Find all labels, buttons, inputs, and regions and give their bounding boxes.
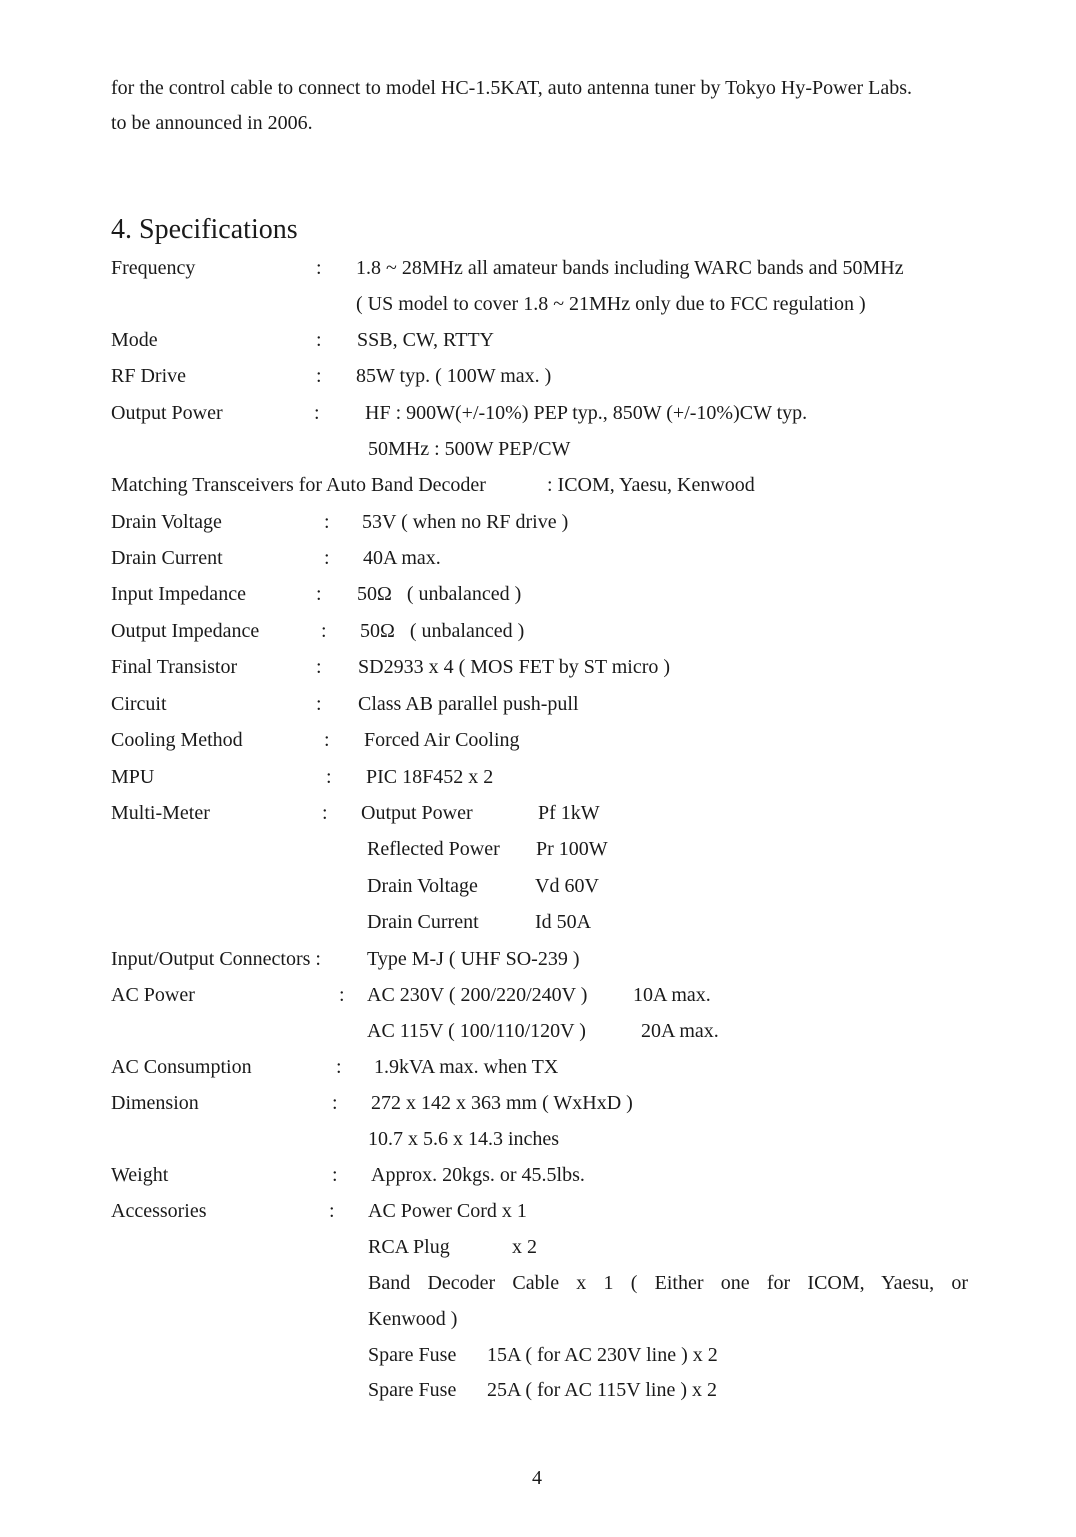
colon: : (316, 257, 322, 279)
colon: : (316, 583, 322, 605)
value-dimension-mm: 272 x 142 x 363 mm ( WxHxD ) (371, 1092, 633, 1114)
label-ac-consumption: AC Consumption (111, 1056, 252, 1078)
meter-name: Output Power (361, 802, 473, 824)
value-accessory-spare-fuse-15a: 15A ( for AC 230V line ) x 2 (487, 1344, 718, 1366)
colon: : (316, 656, 322, 678)
value-ac-power-115-current: 20A max. (641, 1020, 719, 1042)
colon: : (314, 402, 320, 424)
colon: : (324, 511, 330, 533)
meter-value: Id 50A (535, 911, 592, 933)
colon: : (316, 693, 322, 715)
label-multi-meter: Multi-Meter (111, 802, 210, 824)
meter-name: Drain Current (367, 911, 479, 933)
label-io-connectors: Input/Output Connectors : (111, 948, 321, 970)
colon: : (322, 802, 328, 824)
colon: : (332, 1164, 338, 1186)
colon: : (316, 365, 322, 387)
value-frequency-note: ( US model to cover 1.8 ~ 21MHz only due to FCC regulation ) (356, 293, 866, 315)
section-title: 4. Specifications (111, 214, 298, 245)
label-mpu: MPU (111, 766, 155, 788)
value-matching-transceivers: : ICOM, Yaesu, Kenwood (547, 474, 755, 496)
label-matching-transceivers: Matching Transceivers for Auto Band Decoder (111, 474, 486, 496)
intro-line-1: for the control cable to connect to model HC-1.5KAT, auto antenna tuner by Tokyo Hy-Power Labs. (111, 77, 912, 99)
label-mode: Mode (111, 329, 158, 351)
colon: : (329, 1200, 335, 1222)
meter-value: Pf 1kW (538, 802, 600, 824)
meter-name: Drain Voltage (367, 875, 478, 897)
value-output-impedance: 50Ω ( unbalanced ) (360, 620, 525, 642)
colon: : (324, 547, 330, 569)
label-circuit: Circuit (111, 693, 167, 715)
value-rf-drive: 85W typ. ( 100W max. ) (356, 365, 552, 387)
label-final-transistor: Final Transistor (111, 656, 238, 678)
meter-value: Vd 60V (535, 875, 599, 897)
value-ac-power-230: AC 230V ( 200/220/240V ) (367, 984, 588, 1006)
label-frequency: Frequency (111, 257, 196, 279)
value-input-impedance: 50Ω ( unbalanced ) (357, 583, 522, 605)
value-accessory-power-cord: AC Power Cord x 1 (368, 1200, 527, 1222)
intro-line-2: to be announced in 2006. (111, 112, 313, 134)
label-output-power: Output Power (111, 402, 223, 424)
value-mpu: PIC 18F452 x 2 (366, 766, 494, 788)
value-drain-current: 40A max. (363, 547, 441, 569)
value-dimension-inches: 10.7 x 5.6 x 14.3 inches (368, 1128, 560, 1150)
value-final-transistor: SD2933 x 4 ( MOS FET by ST micro ) (358, 656, 671, 678)
value-circuit: Class AB parallel push-pull (358, 693, 579, 715)
page-number: 4 (532, 1467, 542, 1489)
colon: : (321, 620, 327, 642)
label-weight: Weight (111, 1164, 169, 1186)
value-accessory-band-decoder-cont: Kenwood ) (368, 1308, 458, 1330)
value-io-connectors: Type M-J ( UHF SO-239 ) (367, 948, 580, 970)
label-input-impedance: Input Impedance (111, 583, 246, 605)
value-output-power-hf: HF : 900W(+/-10%) PEP typ., 850W (+/-10%)CW typ. (365, 402, 808, 424)
value-output-power-50mhz: 50MHz : 500W PEP/CW (368, 438, 571, 460)
value-frequency: 1.8 ~ 28MHz all amateur bands including WARC bands and 50MHz (356, 257, 904, 279)
label-output-impedance: Output Impedance (111, 620, 260, 642)
label-drain-current: Drain Current (111, 547, 223, 569)
colon: : (339, 984, 345, 1006)
label-dimension: Dimension (111, 1092, 199, 1114)
colon: : (324, 729, 330, 751)
colon: : (336, 1056, 342, 1078)
value-accessory-spare-fuse-label: Spare Fuse (368, 1379, 457, 1401)
value-accessory-band-decoder: Band Decoder Cable x 1 ( Either one for ICOM, Yaesu, or (368, 1272, 968, 1294)
value-accessory-rca-plug-qty: x 2 (512, 1236, 537, 1258)
value-cooling-method: Forced Air Cooling (364, 729, 520, 751)
label-ac-power: AC Power (111, 984, 195, 1006)
value-accessory-rca-plug: RCA Plug (368, 1236, 450, 1258)
label-cooling-method: Cooling Method (111, 729, 243, 751)
value-ac-power-230-current: 10A max. (633, 984, 711, 1006)
value-mode: SSB, CW, RTTY (357, 329, 494, 351)
value-ac-power-115: AC 115V ( 100/110/120V ) (367, 1020, 586, 1042)
label-accessories: Accessories (111, 1200, 207, 1222)
meter-value: Pr 100W (536, 838, 608, 860)
label-drain-voltage: Drain Voltage (111, 511, 222, 533)
label-rf-drive: RF Drive (111, 365, 186, 387)
value-accessory-spare-fuse-25a: 25A ( for AC 115V line ) x 2 (487, 1379, 717, 1401)
colon: : (316, 329, 322, 351)
meter-name: Reflected Power (367, 838, 500, 860)
value-ac-consumption: 1.9kVA max. when TX (374, 1056, 559, 1078)
value-accessory-spare-fuse-label: Spare Fuse (368, 1344, 457, 1366)
colon: : (326, 766, 332, 788)
colon: : (332, 1092, 338, 1114)
value-drain-voltage: 53V ( when no RF drive ) (362, 511, 569, 533)
value-weight: Approx. 20kgs. or 45.5lbs. (371, 1164, 585, 1186)
